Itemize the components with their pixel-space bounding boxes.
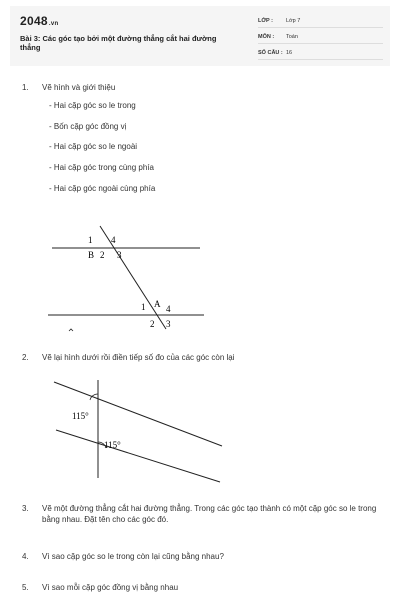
site-logo[interactable]: 2048.vn [20, 14, 59, 28]
label-b4: 4 [111, 235, 116, 245]
stray-mark [69, 329, 73, 331]
label-A: A [154, 299, 161, 309]
label-a1: 1 [141, 302, 146, 312]
q1-item-2: - Bốn cặp góc đồng vị [49, 122, 127, 131]
figure-transversal-two-lines [48, 221, 208, 336]
label-b2: 2 [100, 250, 105, 260]
q1-item-4: - Hai cặp góc trong cùng phía [49, 163, 154, 172]
label-b3: 3 [117, 250, 122, 260]
worksheet-header: 2048.vn Bài 3: Các góc tạo bởi một đường thẳng cắt hai đường thẳng LỚP : Lớp 7 MÔN : Toán SỐ CÂU : 16 [10, 6, 390, 66]
q1-item-5: - Hai cặp góc ngoài cùng phía [49, 184, 156, 193]
angle-label-top: 115° [72, 411, 89, 421]
label-B: B [88, 250, 95, 260]
q1-item-1: - Hai cặp góc so le trong [49, 101, 136, 110]
angle-label-bottom: 115° [104, 440, 121, 450]
label-a3: 3 [166, 319, 171, 329]
q1-item-3: - Hai cặp góc so le ngoài [49, 142, 138, 151]
worksheet-page: 2048.vn Bài 3: Các góc tạo bởi một đường thẳng cắt hai đường thẳng LỚP : Lớp 7 MÔN : Toán SỐ CÂU : 16 1. Vẽ hình và giới thiệu - Hai cặp góc so le trong - Bốn cặp góc đồng vị - Hai cặp góc so le ngoài - Hai cặp góc trong cùng phía - Hai cặp góc ngoài cùng phía 1 4 B 2 3 1 A 4 2 3 2. Vẽ lại hình dưới rồi điền tiếp số đo của các góc còn lại 115° 115° 3. Vẽ một đường thẳng cắt hai đường thẳng. Trong các góc tạo thành có một cặp góc so le trong bằng nhau. Đặt tên cho các góc đó. 4. Vì sao cặp góc so le trong còn lại cũng bằng nhau? 5. Vì sao mỗi cặp góc đồng vị bằng nhau [10, 6, 390, 594]
label-b1: 1 [88, 235, 93, 245]
label-a2: 2 [150, 319, 155, 329]
lesson-title: Bài 3: Các góc tạo bởi một đường thẳng cắt hai đường thẳng [20, 34, 217, 52]
figure-parallel-lines-115 [50, 374, 230, 484]
label-a4: 4 [166, 304, 171, 314]
